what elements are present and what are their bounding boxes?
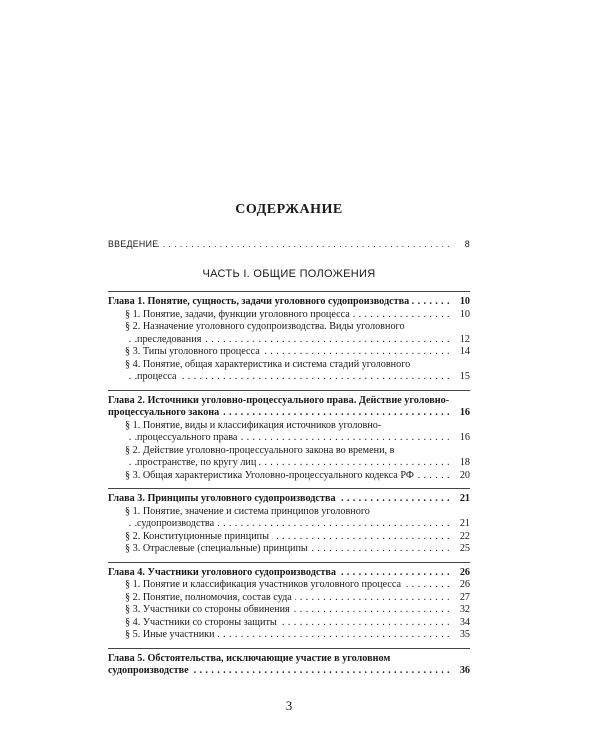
chapter-block (108, 292, 470, 390)
toc-title: СОДЕРЖАНИЕ (235, 202, 343, 217)
toc-section-entry[interactable] (125, 321, 470, 346)
toc-chapter-entry[interactable] (108, 493, 470, 506)
toc-section-entry-page: 27 (450, 592, 470, 605)
toc-section-entry[interactable] (125, 506, 470, 531)
toc-chapter-entry-title: Глава 1. Понятие, сущность, задачи уголовного судопроизводства (108, 296, 412, 307)
toc-section-entry-page: 16 (450, 432, 470, 445)
toc-chapter-entry[interactable] (108, 296, 470, 309)
toc-section-entry-title: § 2. Понятие, полномочия, состав суда (125, 592, 295, 603)
toc-chapter-entry-title: Глава 2. Источники уголовно-процессуального права. Действие уголовно-процессуального закона (108, 394, 450, 418)
toc-section-entry-page: 25 (450, 543, 470, 556)
toc-section-entry-page: 10 (450, 309, 470, 322)
toc-section-entry-page: 14 (450, 346, 470, 359)
leader-dots (108, 238, 450, 251)
toc-section-entry-title: § 3. Общая характеристика Уголовно-процессуального кодекса РФ (125, 470, 417, 481)
toc-section-entry[interactable] (125, 531, 470, 544)
toc-section-entry-page: 20 (450, 470, 470, 483)
toc-section-entry-title: § 2. Конституционные принципы (125, 531, 272, 542)
toc-section-entry-title: § 1. Понятие, задачи, функции уголовного процесса (125, 309, 353, 320)
toc-section-entry[interactable] (125, 543, 470, 556)
chapter-block (108, 489, 470, 562)
toc-section-entry-page: 26 (450, 579, 470, 592)
toc-section-entry-page: 22 (450, 531, 470, 544)
toc-section-entry[interactable] (125, 445, 470, 470)
toc-section-entry-title: § 1. Понятие, значение и система принципов уголовного судопроизводства (125, 505, 370, 529)
toc-chapter-entry-page: 36 (450, 665, 470, 678)
toc-section-entry-page: 32 (450, 604, 470, 617)
toc-section-entry-title: § 5. Иные участники (125, 629, 218, 640)
toc-chapter-entry-title: Глава 5. Обстоятельства, исключающие участие в уголовном судопроизводстве (108, 652, 391, 676)
toc-section-entry[interactable] (125, 470, 470, 483)
toc-section-entry-title: § 3. Отраслевые (специальные) принципы (125, 543, 311, 554)
chapter-block (108, 649, 470, 684)
toc-section-entry-title: § 3. Типы уголовного процесса (125, 346, 263, 357)
toc-section-entry-page: 34 (450, 617, 470, 630)
toc-section-entry[interactable] (125, 420, 470, 445)
intro-page: 8 (450, 238, 470, 251)
toc-section-entry-title: § 4. Понятие, общая характеристика и система стадий уголовного процесса (125, 358, 411, 382)
toc-chapter-entry-page: 21 (450, 493, 470, 506)
toc-page (108, 0, 470, 750)
intro-label: ВВЕДЕНИЕ (108, 239, 159, 249)
toc-section-entry-title: § 2. Действие уголовно-процессуального закона во времени, в пространстве, по кругу лиц (125, 444, 395, 468)
toc-section-entry-title: § 1. Понятие, виды и классификация источников уголовно-процессуального права (125, 419, 382, 443)
toc-chapter-entry-title: Глава 4. Участники уголовного судопроизводства (108, 567, 339, 578)
toc-section-entry-page: 12 (450, 334, 470, 347)
toc-section-entry[interactable] (125, 604, 470, 617)
toc-section-entry-title: § 2. Назначение уголовного судопроизводства. Виды уголовного преследования (125, 321, 405, 345)
toc-section-entry[interactable] (125, 579, 470, 592)
toc-chapter-entry-page: 16 (450, 407, 470, 420)
toc-chapter-entry[interactable] (108, 653, 470, 678)
chapter-block (108, 563, 470, 648)
toc-section-entry[interactable] (125, 617, 470, 630)
toc-chapter-entry[interactable] (108, 395, 470, 420)
toc-section-entry-title: § 1. Понятие и классификация участников уголовного процесса (125, 579, 404, 590)
page-number: 3 (285, 698, 293, 713)
toc-section-entry-title: § 4. Участники со стороны защиты (125, 617, 280, 628)
chapter-block (108, 391, 470, 489)
toc-section-entry-title: § 3. Участники со стороны обвинения (125, 604, 293, 615)
toc-chapter-entry-title: Глава 3. Принципы уголовного судопроизводства (108, 493, 339, 504)
toc-section-entry[interactable] (125, 346, 470, 359)
toc-chapter-entry[interactable] (108, 567, 470, 580)
toc-section-entry[interactable] (125, 629, 470, 642)
toc-section-entry-page: 18 (450, 457, 470, 470)
toc-intro-entry[interactable] (108, 238, 470, 251)
toc-section-entry-page: 35 (450, 629, 470, 642)
toc-section-entry-page: 15 (450, 371, 470, 384)
chapter-list (108, 291, 470, 684)
toc-section-entry[interactable] (125, 309, 470, 322)
part-title: ЧАСТЬ I. ОБЩИЕ ПОЛОЖЕНИЯ (202, 268, 376, 280)
toc-section-entry-page: 21 (450, 518, 470, 531)
toc-section-entry[interactable] (125, 359, 470, 384)
toc-chapter-entry-page: 10 (450, 296, 470, 309)
toc-chapter-entry-page: 26 (450, 567, 470, 580)
toc-section-entry[interactable] (125, 592, 470, 605)
